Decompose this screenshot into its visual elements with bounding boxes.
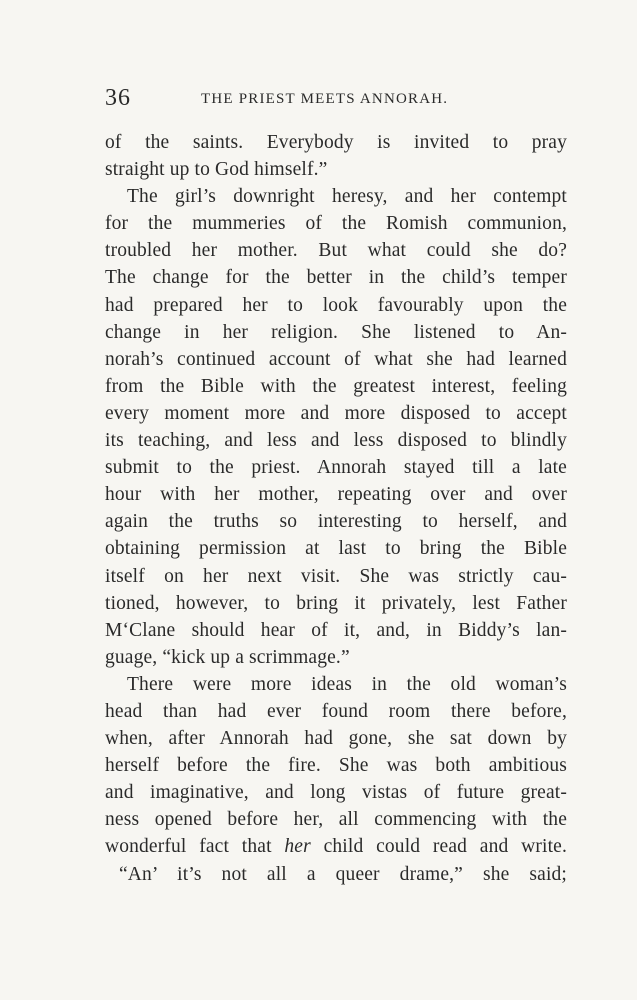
text-line: submit to the priest. Annorah stayed till a late: [105, 457, 567, 479]
body-text: [105, 129, 567, 888]
page-number: 36: [105, 85, 131, 111]
text-line: of the saints. Everybody is invited to pray: [105, 132, 567, 153]
emphasis-text: her: [284, 836, 311, 858]
text-line: from the Bible with the greatest interest, feeling: [105, 375, 567, 397]
text-line: for the mummeries of the Romish communion,: [105, 213, 567, 235]
running-title: THE PRIEST MEETS ANNORAH.: [201, 91, 449, 107]
text-line: ness opened before her, all commencing with the: [105, 809, 567, 831]
text-line: tioned, however, to bring it privately, lest Father: [105, 592, 567, 614]
text-line: troubled her mother. But what could she do?: [105, 240, 567, 262]
text-line: There were more ideas in the old woman’s: [127, 673, 567, 695]
text-line: when, after Annorah had gone, she sat down by: [105, 728, 567, 750]
running-head: [105, 85, 567, 115]
text-line: and imaginative, and long vistas of future great-: [105, 782, 567, 804]
text-line: norah’s continued account of what she had learned: [105, 348, 567, 370]
text-line: [105, 833, 567, 860]
text-line: The girl’s downright heresy, and her contempt: [127, 186, 567, 208]
text-line: obtaining permission at last to bring the Bible: [105, 538, 567, 560]
text-line: herself before the fire. She was both ambitious: [105, 755, 567, 777]
text-line: change in her religion. She listened to An-: [105, 321, 567, 343]
text-fragment: child could read and write.: [310, 836, 568, 858]
text-line: guage, “kick up a scrimmage.”: [105, 646, 350, 668]
text-line: M‘Clane should hear of it, and, in Biddy’s lan-: [105, 619, 567, 641]
text-line: its teaching, and less and less disposed to blindly: [105, 430, 567, 452]
text-line: every moment more and more disposed to accept: [105, 402, 567, 424]
text-line: again the truths so interesting to herself, and: [105, 511, 567, 533]
text-line: hour with her mother, repeating over and over: [105, 484, 567, 506]
text-line: head than had ever found room there before,: [105, 700, 567, 722]
text-line: straight up to God himself.”: [105, 159, 328, 181]
text-fragment: wonderful fact that: [105, 836, 285, 858]
text-line: The change for the better in the child’s temper: [105, 267, 567, 289]
text-line: had prepared her to look favourably upon the: [105, 294, 567, 316]
text-line: itself on her next visit. She was strictly cau-: [105, 565, 567, 587]
text-line: “An’ it’s not all a queer drame,” she said;: [119, 863, 567, 885]
